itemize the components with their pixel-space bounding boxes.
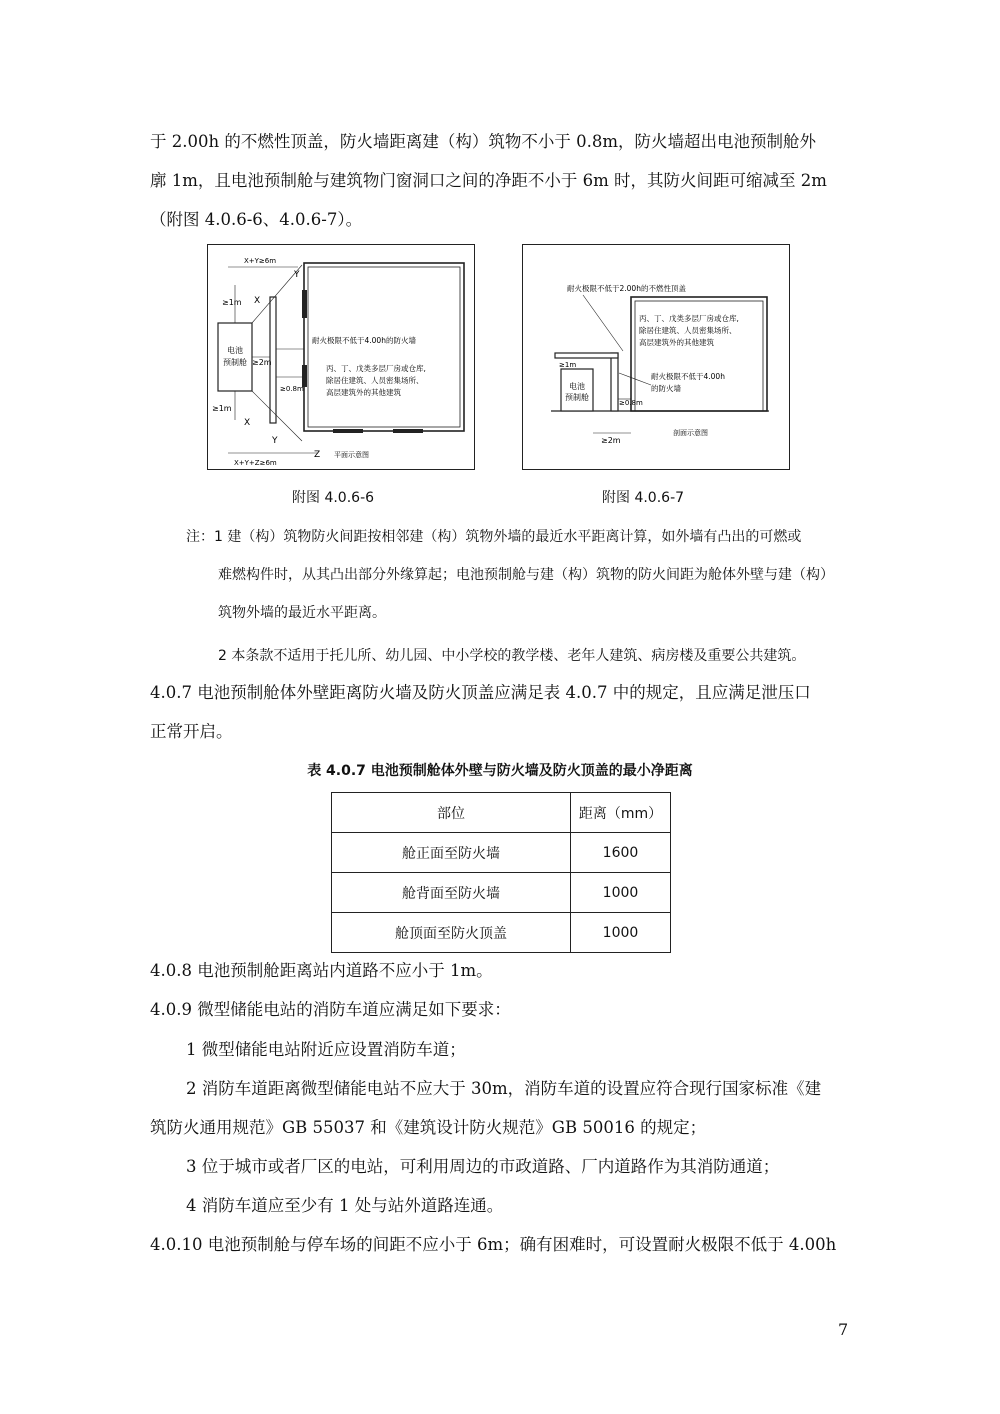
clause-408: 4.0.8 电池预制舱距离站内道路不应小于 1m。 (150, 961, 493, 980)
building-label-1: 丙、丁、戊类多层厂房或仓库, (326, 364, 426, 373)
table-header-location: 部位 (332, 793, 571, 833)
clause-409-heading: 4.0.9 微型储能电站的消防车道应满足如下要求： (150, 1000, 511, 1019)
building-label-2: 除居住建筑、人员密集场所、 (326, 376, 424, 385)
cabin-label-1: 电池 (227, 346, 243, 355)
clause-409-item-1: 1 微型储能电站附近应设置消防车道； (186, 1040, 466, 1059)
table-title: 表 4.0.7 电池预制舱体外壁与防火墙及防火顶盖的最小净距离 (307, 763, 693, 779)
figure-caption-1: 附图 4.0.6-6 (292, 490, 375, 506)
building-inner-outline (308, 267, 460, 427)
table-cell: 舱正面至防火墙 (332, 833, 571, 873)
battery-cabin (218, 323, 252, 391)
x-plus-y-label: X+Y≥6m (244, 257, 277, 265)
table-row (332, 833, 671, 873)
clearance-table (331, 792, 671, 953)
table-row (332, 873, 671, 913)
clause-409-item-4: 4 消防车道应至少有 1 处与站外道路连通。 (186, 1196, 504, 1215)
firewall-label: 耐火极限不低于4.00h的防火墙 (312, 336, 416, 345)
x-top-label: X (254, 296, 261, 306)
table-header-distance: 距离（mm） (571, 793, 671, 833)
min-1m-top: ≥1m (222, 298, 242, 307)
figure-plan-view (207, 244, 475, 470)
door-opening (393, 429, 423, 433)
window-opening (302, 365, 307, 387)
table-cell: 1000 (571, 873, 671, 913)
clause-407-line-2: 正常开启。 (150, 722, 233, 741)
clause-4010: 4.0.10 电池预制舱与停车场的间距不应小于 6m；确有困难时，可设置耐火极限不低于 4.00h (150, 1235, 837, 1254)
y-bottom-label: Y (272, 436, 278, 446)
min-2m-section: ≥2m (601, 436, 621, 445)
body-line-1: 于 2.00h 的不燃性顶盖，防火墙距离建（构）筑物不小于 0.8m，防火墙超出电池预制舱外 (150, 132, 816, 151)
fire-roof (555, 353, 618, 358)
plan-view-drawing (208, 245, 474, 469)
min-08m-section: ≥0.8m (619, 399, 643, 407)
table-header-row (332, 793, 671, 833)
table-cell: 舱顶面至防火顶盖 (332, 913, 571, 953)
clause-409-item-3: 3 位于城市或者厂区的电站，可利用周边的市政道路、厂内道路作为其消防通道； (186, 1157, 780, 1176)
building-label-3: 高层建筑外的其他建筑 (326, 388, 401, 397)
wall-section-label-2: 的防火墙 (651, 384, 681, 393)
building-section-label-2: 除居住建筑、人员密集场所、 (639, 326, 737, 335)
plan-view-label: 平面示意图 (334, 451, 369, 459)
table-cell: 1000 (571, 913, 671, 953)
note-1-line-1: 注：1 建（构）筑物防火间距按相邻建（构）筑物外墙的最近水平距离计算，如外墙有凸出的可燃或 (186, 529, 802, 545)
cabin-label-2: 预制舱 (223, 358, 247, 367)
building-outline (304, 263, 464, 431)
building-section-label-1: 丙、丁、戊类多层厂房或仓库, (639, 314, 739, 323)
window-opening (302, 290, 307, 318)
x-plus-y-plus-z-label: X+Y+Z≥6m (234, 459, 277, 467)
figure-caption-2: 附图 4.0.6-7 (602, 490, 685, 506)
table-row (332, 913, 671, 953)
fire-wall-section (611, 353, 618, 411)
building-section-label-3: 高层建筑外的其他建筑 (639, 338, 714, 347)
clause-409-item-2-line-2: 筑防火通用规范》GB 55037 和《建筑设计防火规范》GB 50016 的规定； (150, 1118, 707, 1137)
x-bottom-label: X (244, 418, 251, 428)
cabin-section-label-2: 预制舱 (565, 393, 589, 402)
door-opening (333, 429, 363, 433)
y-top-label: Y (294, 270, 300, 280)
min-1m-bottom: ≥1m (212, 404, 232, 413)
section-view-drawing (523, 245, 789, 469)
note-1-line-2: 难燃构件时，从其凸出部分外缘算起；电池预制舱与建（构）筑物的防火间距为舱体外壁与建（构） (218, 567, 834, 583)
clause-409-item-2-line-1: 2 消防车道距离微型储能电站不应大于 30m，消防车道的设置应符合现行国家标准《建 (186, 1079, 822, 1098)
cabin-section-label-1: 电池 (569, 382, 585, 391)
table-cell: 舱背面至防火墙 (332, 873, 571, 913)
section-view-label: 剖面示意图 (673, 429, 708, 437)
min-08m-label: ≥0.8m (280, 385, 304, 393)
clause-407-line-1: 4.0.7 电池预制舱体外壁距离防火墙及防火顶盖应满足表 4.0.7 中的规定，且应满足泄压口 (150, 683, 811, 702)
min-2m-label: ≥2m (252, 358, 272, 367)
figure-section-view (522, 244, 790, 470)
note-1-line-3: 筑物外墙的最近水平距离。 (218, 605, 386, 621)
wall-section-label-1: 耐火极限不低于4.00h (651, 372, 725, 381)
z-label: Z (314, 450, 321, 460)
table-cell: 1600 (571, 833, 671, 873)
page-number: 7 (838, 1320, 849, 1339)
body-line-3: （附图 4.0.6-6、4.0.6-7）。 (150, 210, 363, 229)
min-1m-section: ≥1m (559, 361, 577, 369)
body-line-2: 廓 1m，且电池预制舱与建筑物门窗洞口之间的净距不小于 6m 时，其防火间距可缩减至 2m (150, 171, 827, 190)
note-2: 2 本条款不适用于托儿所、幼儿园、中小学校的教学楼、老年人建筑、病房楼及重要公共建筑。 (218, 648, 806, 664)
roof-label: 耐火极限不低于2.00h的不燃性顶盖 (567, 284, 686, 293)
